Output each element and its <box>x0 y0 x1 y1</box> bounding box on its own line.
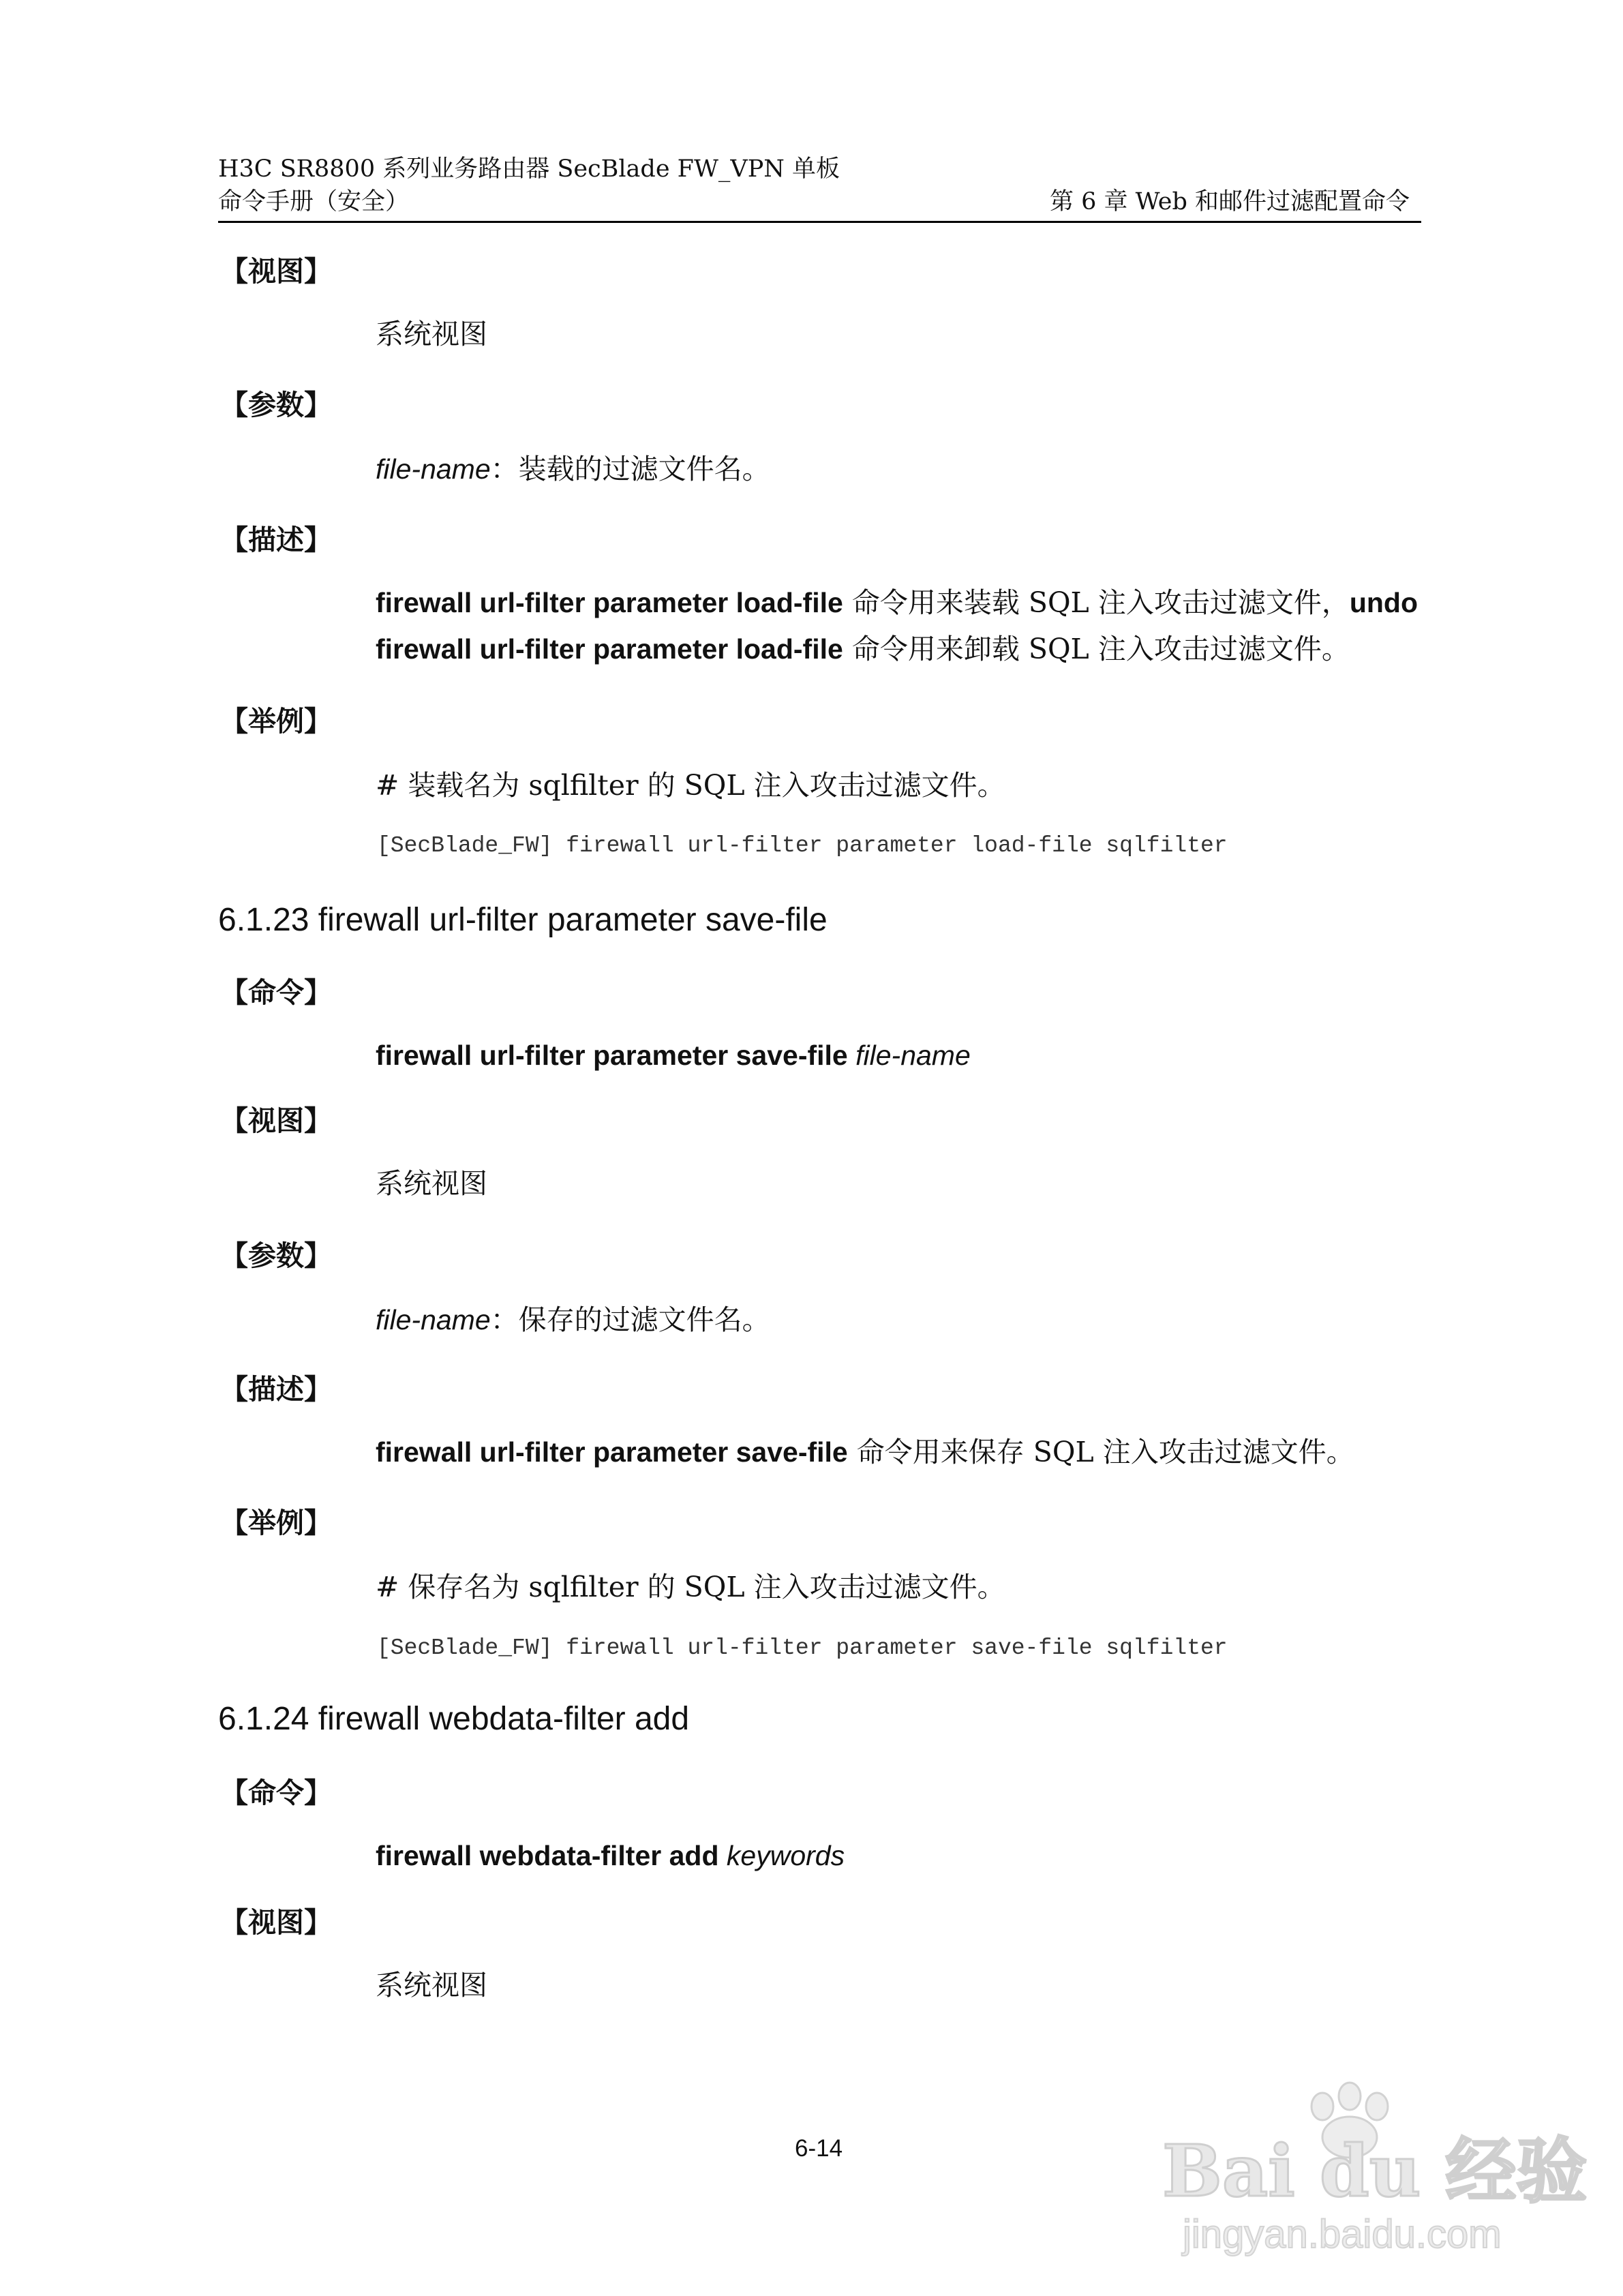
section-label-description: 【描述】 <box>220 1373 332 1406</box>
view-text: 系统视图 <box>376 1167 487 1200</box>
section-label-example: 【举例】 <box>220 705 332 738</box>
undo-keyword: undo <box>1349 587 1419 618</box>
watermark-logo: Bai du 经验 <box>1162 2129 1588 2213</box>
param-line <box>376 453 770 485</box>
example-comment: # 装载名为 sqlfilter 的 SQL 注入攻击过滤文件。 <box>376 769 1005 802</box>
command-name: firewall url-filter parameter save-file <box>376 1436 848 1468</box>
section-label-view: 【视图】 <box>220 1104 332 1137</box>
watermark-url: jingyan.baidu.com <box>1183 2212 1502 2256</box>
header-chapter: 第 6 章 Web 和邮件过滤配置命令 <box>1050 188 1410 215</box>
command-keyword: firewall webdata-filter add <box>376 1840 719 1871</box>
section-label-description: 【描述】 <box>220 524 332 556</box>
command-argument: keywords <box>726 1840 845 1871</box>
example-comment: # 保存名为 sqlfilter 的 SQL 注入攻击过滤文件。 <box>376 1571 1005 1603</box>
section-heading-6-1-24: 6.1.24 firewall webdata-filter add <box>218 1701 690 1737</box>
page-number: 6-14 <box>795 2135 843 2162</box>
header-title: H3C SR8800 系列业务路由器 SecBlade FW_VPN 单板 <box>218 155 840 183</box>
section-label-command: 【命令】 <box>220 1777 332 1809</box>
example-code: [SecBlade_FW] firewall url-filter parameter load-file sqlfilter <box>377 833 1228 858</box>
view-text: 系统视图 <box>376 1969 487 2002</box>
command-syntax <box>376 1839 845 1872</box>
section-label-command: 【命令】 <box>220 976 332 1009</box>
command-argument: file-name <box>855 1040 971 1071</box>
description-line-2: firewall url-filter parameter load-file 命令用来卸载 SQL 注入攻击过滤文件。 <box>376 633 1350 665</box>
section-label-example: 【举例】 <box>220 1507 332 1539</box>
header-manual-name: 命令手册（安全） <box>218 188 410 215</box>
section-label-params: 【参数】 <box>220 389 332 421</box>
view-text: 系统视图 <box>376 318 487 350</box>
section-label-view: 【视图】 <box>220 255 332 288</box>
section-label-view: 【视图】 <box>220 1906 332 1939</box>
param-description: ：装载的过滤文件名。 <box>490 453 770 485</box>
description-line: firewall url-filter parameter save-file 命令用来保存 SQL 注入攻击过滤文件。 <box>376 1436 1354 1468</box>
section-label-params: 【参数】 <box>220 1239 332 1272</box>
param-name: file-name <box>376 453 491 485</box>
example-code: [SecBlade_FW] firewall url-filter parameter save-file sqlfilter <box>377 1635 1228 1661</box>
section-heading-6-1-23: 6.1.23 firewall url-filter parameter save-file <box>218 902 828 938</box>
command-syntax <box>376 1039 971 1072</box>
description-line-1: firewall url-filter parameter load-file 命令用来装载 SQL 注入攻击过滤文件，undo <box>376 586 1419 619</box>
param-description: ：保存的过滤文件名。 <box>490 1303 770 1336</box>
command-name: firewall url-filter parameter load-file <box>376 587 843 618</box>
command-name: firewall url-filter parameter load-file <box>376 633 843 665</box>
param-name: file-name <box>376 1304 491 1335</box>
param-line <box>376 1303 770 1336</box>
command-keyword: firewall url-filter parameter save-file <box>376 1040 848 1071</box>
header-divider <box>218 221 1421 223</box>
